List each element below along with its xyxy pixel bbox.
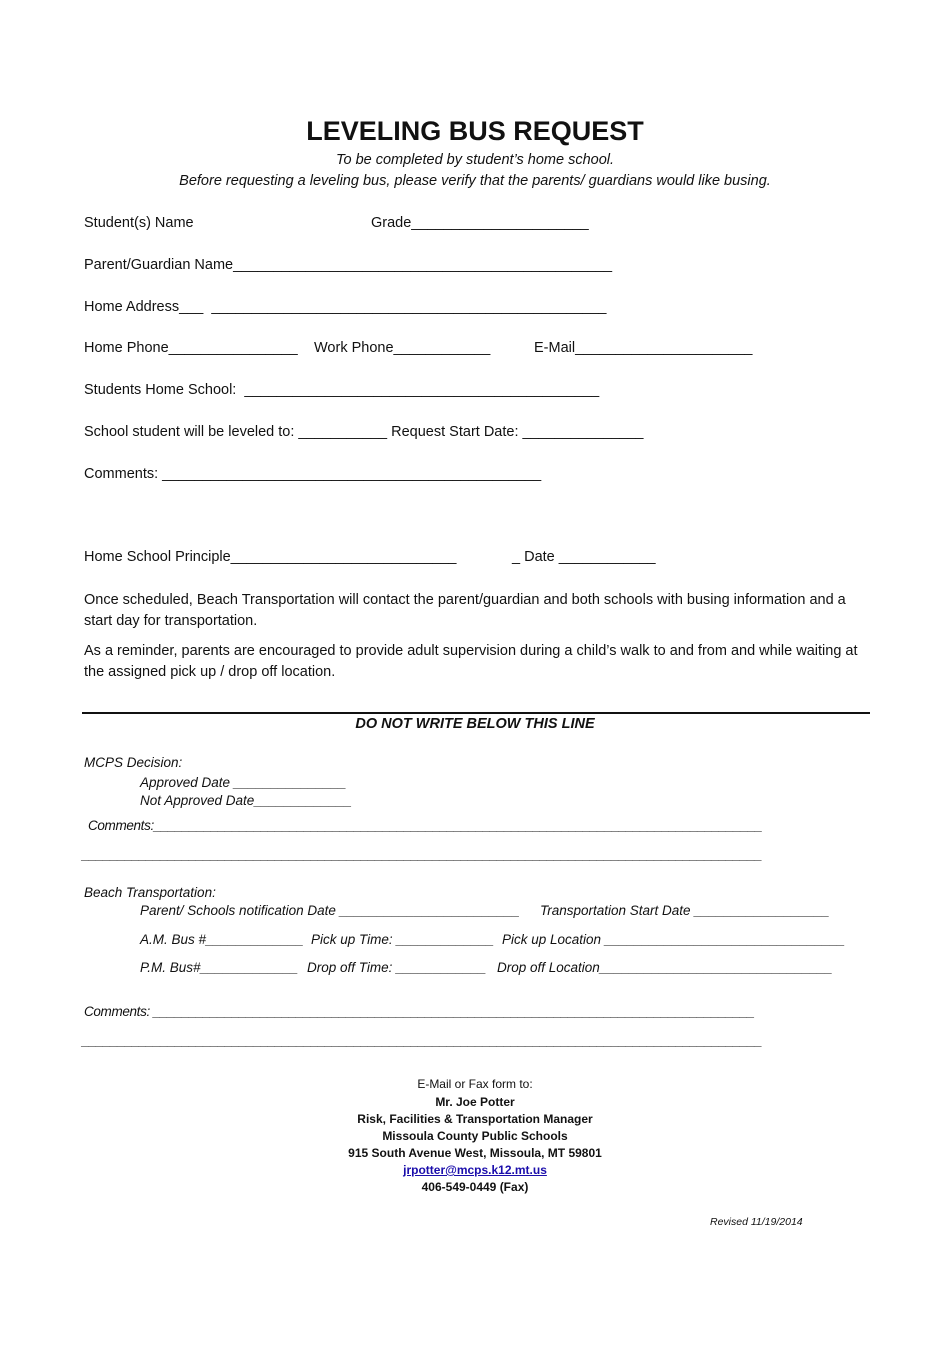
do-not-write-heading: DO NOT WRITE BELOW THIS LINE: [355, 716, 595, 732]
mcps-comments-line: _______________________________________________________________________________________________: [82, 847, 763, 862]
reminder-paragraph: As a reminder, parents are encouraged to provide adult supervision during a child’s walk to and from and while waiting at the assigned pick up / drop off location.: [84, 643, 858, 680]
revised-date: Revised 11/19/2014: [710, 1216, 803, 1228]
mcps-comments-field: Comments:_____________________________________________________________________________________: [88, 818, 763, 833]
pickup-time-field: Pick up Time: _____________: [311, 932, 495, 947]
beach-comments-field: Comments: ____________________________________________________________________________________: [84, 1004, 755, 1019]
subtitle-verify: Before requesting a leveling bus, please verify that the parents/ guardians would like busing.: [179, 173, 771, 189]
mcps-decision-label: MCPS Decision:: [84, 755, 183, 770]
principle-field[interactable]: Home School Principle____________________________: [84, 549, 457, 565]
comments-field[interactable]: Comments: _______________________________________________: [84, 466, 542, 482]
grade-field[interactable]: Grade______________________: [371, 215, 589, 231]
contact-fax: 406-549-0449 (Fax): [421, 1180, 529, 1194]
page-title: LEVELING BUS REQUEST: [306, 116, 644, 146]
divider-line: [82, 712, 870, 714]
home-phone-field[interactable]: Home Phone________________: [84, 340, 298, 356]
principle-date-field[interactable]: _ Date ____________: [512, 549, 656, 565]
work-phone-field[interactable]: Work Phone____________: [314, 340, 491, 356]
dropoff-location-field: Drop off Location_______________________________: [497, 960, 833, 975]
contact-position: Risk, Facilities & Transportation Manager: [357, 1112, 593, 1126]
pm-bus-field: P.M. Bus#_____________: [140, 960, 299, 975]
email-field[interactable]: E-Mail______________________: [534, 340, 753, 356]
home-school-field[interactable]: Students Home School: ____________________________________________: [84, 382, 600, 398]
am-bus-field: A.M. Bus #_____________: [140, 932, 304, 947]
contact-email-link[interactable]: jrpotter@mcps.k12.mt.us: [403, 1163, 547, 1177]
home-address-field[interactable]: Home Address___ _________________________________________________: [84, 299, 607, 315]
parent-name-field[interactable]: Parent/Guardian Name_______________________________________________: [84, 257, 613, 273]
student-name-field[interactable]: Student(s) Name: [84, 215, 194, 231]
scheduling-paragraph: Once scheduled, Beach Transportation will contact the parent/guardian and both schools with busing information and a start day for transportation.: [84, 592, 846, 629]
dropoff-time-field: Drop off Time: ____________: [307, 960, 487, 975]
beach-transportation-label: Beach Transportation:: [84, 885, 216, 900]
notification-date-field: Parent/ Schools notification Date ________________________: [140, 903, 520, 918]
leveled-to-field[interactable]: School student will be leveled to: ___________ Request Start Date: _______________: [84, 424, 644, 440]
approved-date-field: Approved Date _______________: [140, 775, 347, 790]
contact-name: Mr. Joe Potter: [435, 1095, 515, 1109]
contact-organization: Missoula County Public Schools: [382, 1129, 568, 1143]
pickup-location-field: Pick up Location ________________________________: [502, 932, 846, 947]
not-approved-date-field: Not Approved Date_____________: [140, 793, 352, 808]
transport-start-date-field: Transportation Start Date __________________: [540, 903, 830, 918]
beach-comments-line: _______________________________________________________________________________________________: [82, 1033, 763, 1048]
subtitle-home-school: To be completed by student’s home school.: [335, 152, 615, 168]
send-to-label: E-Mail or Fax form to:: [417, 1077, 533, 1091]
contact-address: 915 South Avenue West, Missoula, MT 59801: [348, 1146, 602, 1160]
